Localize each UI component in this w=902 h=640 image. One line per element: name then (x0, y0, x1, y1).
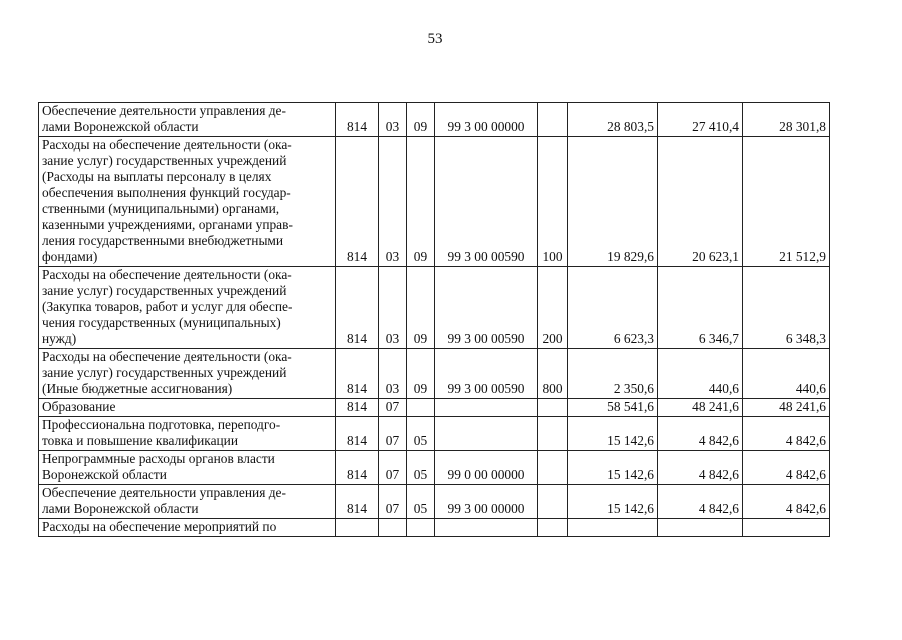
amount-year1-cell: 19 829,6 (568, 137, 658, 267)
amount-year1-cell: 28 803,5 (568, 103, 658, 137)
description-line: (Расходы на выплаты персоналу в целях (42, 169, 272, 184)
description-cell (39, 103, 336, 137)
description-line: (Иные бюджетные ассигнования) (42, 381, 233, 396)
description-line: Расходы на обеспечение деятельности (ока- (42, 349, 292, 364)
amount-year2-cell: 27 410,4 (658, 103, 743, 137)
subsection-code-cell: 05 (407, 485, 435, 519)
description-line: Профессиональна подготовка, переподго- (42, 417, 281, 432)
ved-code-cell: 814 (336, 349, 379, 399)
section-code-cell: 03 (379, 137, 407, 267)
description-cell (39, 417, 336, 451)
amount-year2-cell (658, 519, 743, 537)
description-line: лами Воронежской области (42, 119, 199, 134)
description-line: Воронежской области (42, 467, 167, 482)
section-code-cell: 03 (379, 349, 407, 399)
target-article-cell (435, 417, 538, 451)
description-line: зание услуг) государственных учреждений (42, 283, 287, 298)
amount-year3-cell: 4 842,6 (743, 451, 830, 485)
expense-type-cell (538, 485, 568, 519)
target-article-cell: 99 3 00 00000 (435, 103, 538, 137)
amount-year3-cell: 21 512,9 (743, 137, 830, 267)
description-line: (Закупка товаров, работ и услуг для обеспе- (42, 299, 293, 314)
description-line: Расходы на обеспечение мероприятий по (42, 519, 277, 534)
subsection-code-cell: 09 (407, 349, 435, 399)
expense-type-cell (538, 519, 568, 537)
ved-code-cell: 814 (336, 417, 379, 451)
amount-year1-cell: 2 350,6 (568, 349, 658, 399)
amount-year1-cell: 15 142,6 (568, 485, 658, 519)
amount-year1-cell: 15 142,6 (568, 417, 658, 451)
table-row (39, 451, 830, 485)
subsection-code-cell (407, 519, 435, 537)
subsection-code-cell: 05 (407, 417, 435, 451)
ved-code-cell: 814 (336, 399, 379, 417)
expense-type-cell (538, 451, 568, 485)
amount-year3-cell: 28 301,8 (743, 103, 830, 137)
target-article-cell (435, 399, 538, 417)
ved-code-cell: 814 (336, 103, 379, 137)
amount-year2-cell: 4 842,6 (658, 417, 743, 451)
description-cell (39, 451, 336, 485)
amount-year3-cell: 48 241,6 (743, 399, 830, 417)
amount-year2-cell: 48 241,6 (658, 399, 743, 417)
description-line: Обеспечение деятельности управления де- (42, 485, 286, 500)
target-article-cell: 99 0 00 00000 (435, 451, 538, 485)
description-cell (39, 267, 336, 349)
description-line: обеспечения выполнения функций государ- (42, 185, 291, 200)
description-line: нужд) (42, 331, 77, 346)
table-body (39, 103, 830, 537)
amount-year3-cell: 6 348,3 (743, 267, 830, 349)
description-line: ственными (муниципальными) органами, (42, 201, 280, 216)
subsection-code-cell: 09 (407, 137, 435, 267)
description-line: Непрограммные расходы органов власти (42, 451, 275, 466)
amount-year2-cell: 6 346,7 (658, 267, 743, 349)
table-row (39, 103, 830, 137)
table-row (39, 267, 830, 349)
section-code-cell (379, 519, 407, 537)
subsection-code-cell (407, 399, 435, 417)
description-line: Образование (42, 399, 116, 414)
ved-code-cell: 814 (336, 451, 379, 485)
description-line: Расходы на обеспечение деятельности (ока- (42, 267, 292, 282)
subsection-code-cell: 09 (407, 103, 435, 137)
description-cell (39, 137, 336, 267)
amount-year3-cell: 4 842,6 (743, 417, 830, 451)
table-row (39, 399, 830, 417)
description-line: Расходы на обеспечение деятельности (ока- (42, 137, 292, 152)
section-code-cell: 03 (379, 103, 407, 137)
description-line: лами Воронежской области (42, 501, 199, 516)
amount-year1-cell (568, 519, 658, 537)
amount-year2-cell: 440,6 (658, 349, 743, 399)
amount-year1-cell: 58 541,6 (568, 399, 658, 417)
description-line: зание услуг) государственных учреждений (42, 153, 287, 168)
budget-table (38, 102, 830, 537)
description-cell (39, 399, 336, 417)
description-line: ления государственными внебюджетными (42, 233, 284, 248)
description-cell (39, 485, 336, 519)
section-code-cell: 07 (379, 399, 407, 417)
amount-year1-cell: 6 623,3 (568, 267, 658, 349)
amount-year3-cell: 440,6 (743, 349, 830, 399)
description-line: товка и повышение квалификации (42, 433, 239, 448)
ved-code-cell (336, 519, 379, 537)
page-number: 53 (427, 31, 443, 47)
subsection-code-cell: 09 (407, 267, 435, 349)
expense-type-cell: 100 (538, 137, 568, 267)
target-article-cell: 99 3 00 00590 (435, 267, 538, 349)
ved-code-cell: 814 (336, 137, 379, 267)
target-article-cell: 99 3 00 00590 (435, 349, 538, 399)
description-cell (39, 519, 336, 537)
description-line: казенными учреждениями, органами управ- (42, 217, 293, 232)
table-row (39, 519, 830, 537)
table-row (39, 485, 830, 519)
description-cell (39, 349, 336, 399)
target-article-cell: 99 3 00 00000 (435, 485, 538, 519)
section-code-cell: 07 (379, 451, 407, 485)
description-line: чения государственных (муниципальных) (42, 315, 281, 330)
table-row (39, 137, 830, 267)
section-code-cell: 03 (379, 267, 407, 349)
amount-year1-cell: 15 142,6 (568, 451, 658, 485)
section-code-cell: 07 (379, 485, 407, 519)
expense-type-cell: 200 (538, 267, 568, 349)
ved-code-cell: 814 (336, 267, 379, 349)
amount-year3-cell: 4 842,6 (743, 485, 830, 519)
description-line: Обеспечение деятельности управления де- (42, 103, 286, 118)
expense-type-cell: 800 (538, 349, 568, 399)
expense-type-cell (538, 103, 568, 137)
section-code-cell: 07 (379, 417, 407, 451)
amount-year2-cell: 4 842,6 (658, 485, 743, 519)
target-article-cell (435, 519, 538, 537)
expense-type-cell (538, 417, 568, 451)
amount-year3-cell (743, 519, 830, 537)
amount-year2-cell: 4 842,6 (658, 451, 743, 485)
expense-type-cell (538, 399, 568, 417)
amount-year2-cell: 20 623,1 (658, 137, 743, 267)
table-row (39, 417, 830, 451)
target-article-cell: 99 3 00 00590 (435, 137, 538, 267)
description-line: фондами) (42, 249, 98, 264)
table-row (39, 349, 830, 399)
subsection-code-cell: 05 (407, 451, 435, 485)
description-line: зание услуг) государственных учреждений (42, 365, 287, 380)
ved-code-cell: 814 (336, 485, 379, 519)
